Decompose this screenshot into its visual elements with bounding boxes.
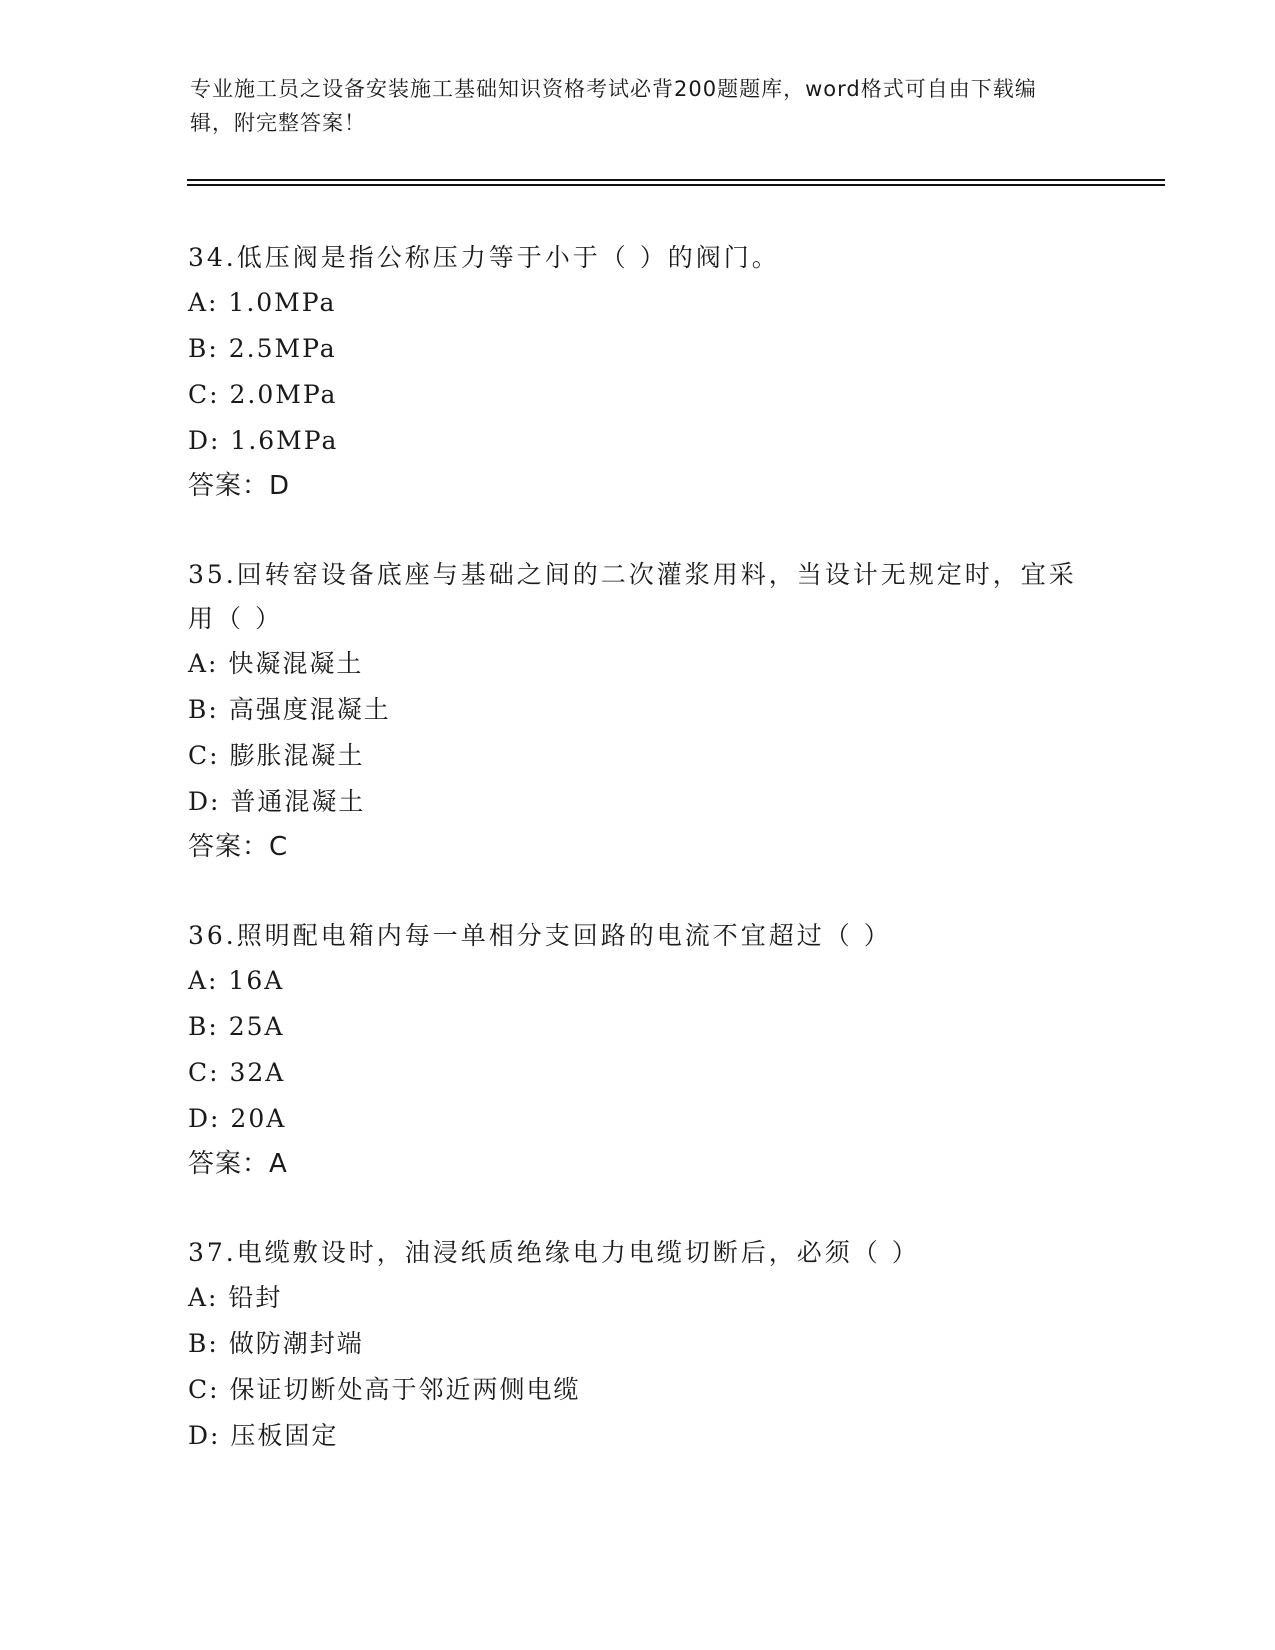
question-list xyxy=(188,236,1088,1504)
document-header: 专业施工员之设备安装施工基础知识资格考试必背200题题库，word格式可自由下载编辑，附完整答案！ xyxy=(190,77,1037,135)
option-c: C: 32A xyxy=(188,1058,286,1087)
option-a: A: 铅封 xyxy=(188,1283,283,1312)
answer-text: 答案：C xyxy=(188,832,289,862)
option-a: A: 1.0MPa xyxy=(188,288,337,317)
option-c: C: 2.0MPa xyxy=(188,380,338,409)
header-divider-bottom xyxy=(187,184,1165,186)
question-stem: 34.低压阀是指公称压力等于小于（ ）的阀门。 xyxy=(188,243,780,272)
option-d: D: 压板固定 xyxy=(188,1421,339,1450)
question-34 xyxy=(188,236,1088,508)
option-b: B: 做防潮封端 xyxy=(188,1329,364,1358)
option-c: C: 保证切断处高于邻近两侧电缆 xyxy=(188,1375,581,1404)
answer-text: 答案：D xyxy=(188,471,291,501)
option-b: B: 25A xyxy=(188,1012,285,1041)
question-stem: 36.照明配电箱内每一单相分支回路的电流不宜超过（ ） xyxy=(188,921,892,950)
option-c: C: 膨胀混凝土 xyxy=(188,741,365,770)
option-d: D: 20A xyxy=(188,1104,287,1133)
option-a: A: 16A xyxy=(188,966,285,995)
question-35 xyxy=(188,553,1088,869)
option-d: D: 1.6MPa xyxy=(188,426,339,455)
option-a: A: 快凝混凝土 xyxy=(188,649,364,678)
option-b: B: 高强度混凝土 xyxy=(188,695,391,724)
answer-text: 答案：A xyxy=(188,1149,288,1179)
option-b: B: 2.5MPa xyxy=(188,334,337,363)
question-37 xyxy=(188,1231,1088,1459)
option-d: D: 普通混凝土 xyxy=(188,787,366,816)
question-stem: 37.电缆敷设时，油浸纸质绝缘电力电缆切断后，必须（ ） xyxy=(188,1238,920,1267)
question-36 xyxy=(188,914,1088,1186)
header-divider-top xyxy=(187,179,1165,181)
question-stem: 35.回转窑设备底座与基础之间的二次灌浆用料，当设计无规定时，宜采用（ ） xyxy=(188,560,1077,633)
